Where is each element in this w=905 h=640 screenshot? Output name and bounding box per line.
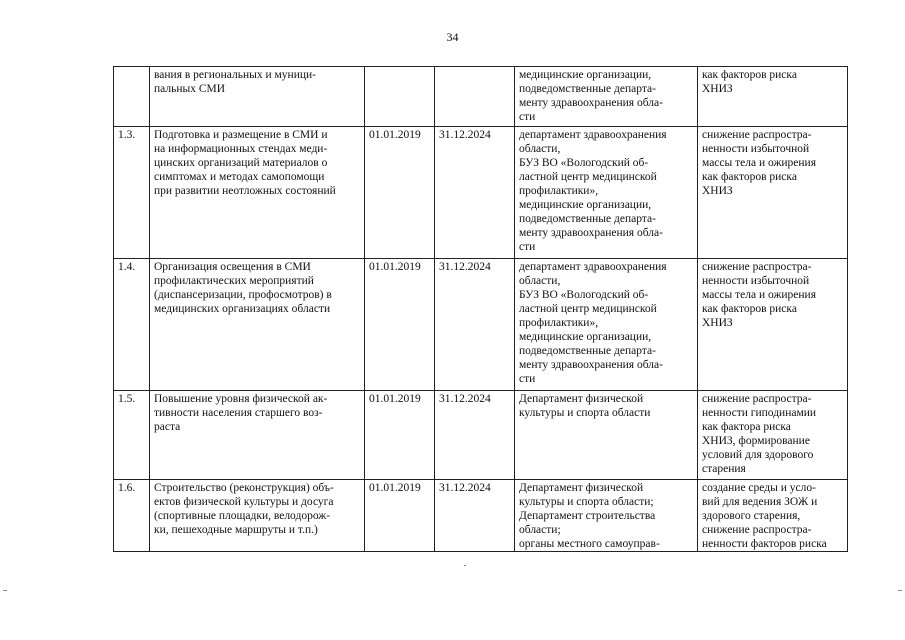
scan-artifact-right <box>898 590 902 591</box>
end-date: 31.12.2024 <box>435 259 515 391</box>
expected-result: снижение распростра- ненности избыточной массы тела и ожирения как факторов риска ХНИЗ <box>698 127 848 259</box>
start-date: 01.01.2019 <box>365 259 435 391</box>
executors: департамент здравоохранения области, БУЗ ВО «Вологодский об- ластной центр медицинской профилактики», медицинские организации, подведомственные департа- менту здравоохранения обла- сти <box>515 259 698 391</box>
measure-name: Строительство (реконструкция) объ- ектов физической культуры и досуга (спортивные площадки, велодорож- ки, пешеходные маршруты и т.п.) <box>150 480 365 552</box>
end-date: 31.12.2024 <box>435 480 515 552</box>
table-row <box>114 127 848 259</box>
measure-name: вания в региональных и муници- пальных СМИ <box>150 67 365 127</box>
scan-artifact-left <box>3 590 7 591</box>
start-date: 01.01.2019 <box>365 480 435 552</box>
row-number: 1.5. <box>114 391 150 480</box>
measure-name: Повышение уровня физической ак- тивности населения старшего воз- раста <box>150 391 365 480</box>
executors: департамент здравоохранения области, БУЗ ВО «Вологодский об- ластной центр медицинской профилактики», медицинские организации, подведомственные департа- менту здравоохранения обла- сти <box>515 127 698 259</box>
executors: Департамент физической культуры и спорта области; Департамент строительства области; органы местного самоуправ- <box>515 480 698 552</box>
row-number <box>114 67 150 127</box>
start-date <box>365 67 435 127</box>
table-row <box>114 391 848 480</box>
expected-result: снижение распростра- ненности гиподинамии как фактора риска ХНИЗ, формирование условий для здорового старения <box>698 391 848 480</box>
row-number: 1.3. <box>114 127 150 259</box>
expected-result: снижение распростра- ненности избыточной массы тела и ожирения как факторов риска ХНИЗ <box>698 259 848 391</box>
end-date: 31.12.2024 <box>435 391 515 480</box>
end-date <box>435 67 515 127</box>
start-date: 01.01.2019 <box>365 127 435 259</box>
table-row <box>114 480 848 552</box>
page-number: 34 <box>446 30 459 44</box>
measure-name: Организация освещения в СМИ профилактических мероприятий (диспансеризации, профосмотров) в медицинских организациях области <box>150 259 365 391</box>
expected-result: создание среды и усло- вий для ведения ЗОЖ и здорового старения, снижение распростра- ненности факторов риска <box>698 480 848 552</box>
measures-table <box>113 66 848 552</box>
end-date: 31.12.2024 <box>435 127 515 259</box>
measure-name: Подготовка и размещение в СМИ и на информационных стендах меди- цинских организаций материалов о симптомах и методах самопомощи при развитии неотложных состояний <box>150 127 365 259</box>
start-date: 01.01.2019 <box>365 391 435 480</box>
table-row <box>114 259 848 391</box>
executors: медицинские организации, подведомственные департа- менту здравоохранения обла- сти <box>515 67 698 127</box>
expected-result: как факторов риска ХНИЗ <box>698 67 848 127</box>
executors: Департамент физической культуры и спорта области <box>515 391 698 480</box>
table-row <box>114 67 848 127</box>
row-number: 1.6. <box>114 480 150 552</box>
row-number: 1.4. <box>114 259 150 391</box>
scan-artifact-dot <box>464 565 466 566</box>
